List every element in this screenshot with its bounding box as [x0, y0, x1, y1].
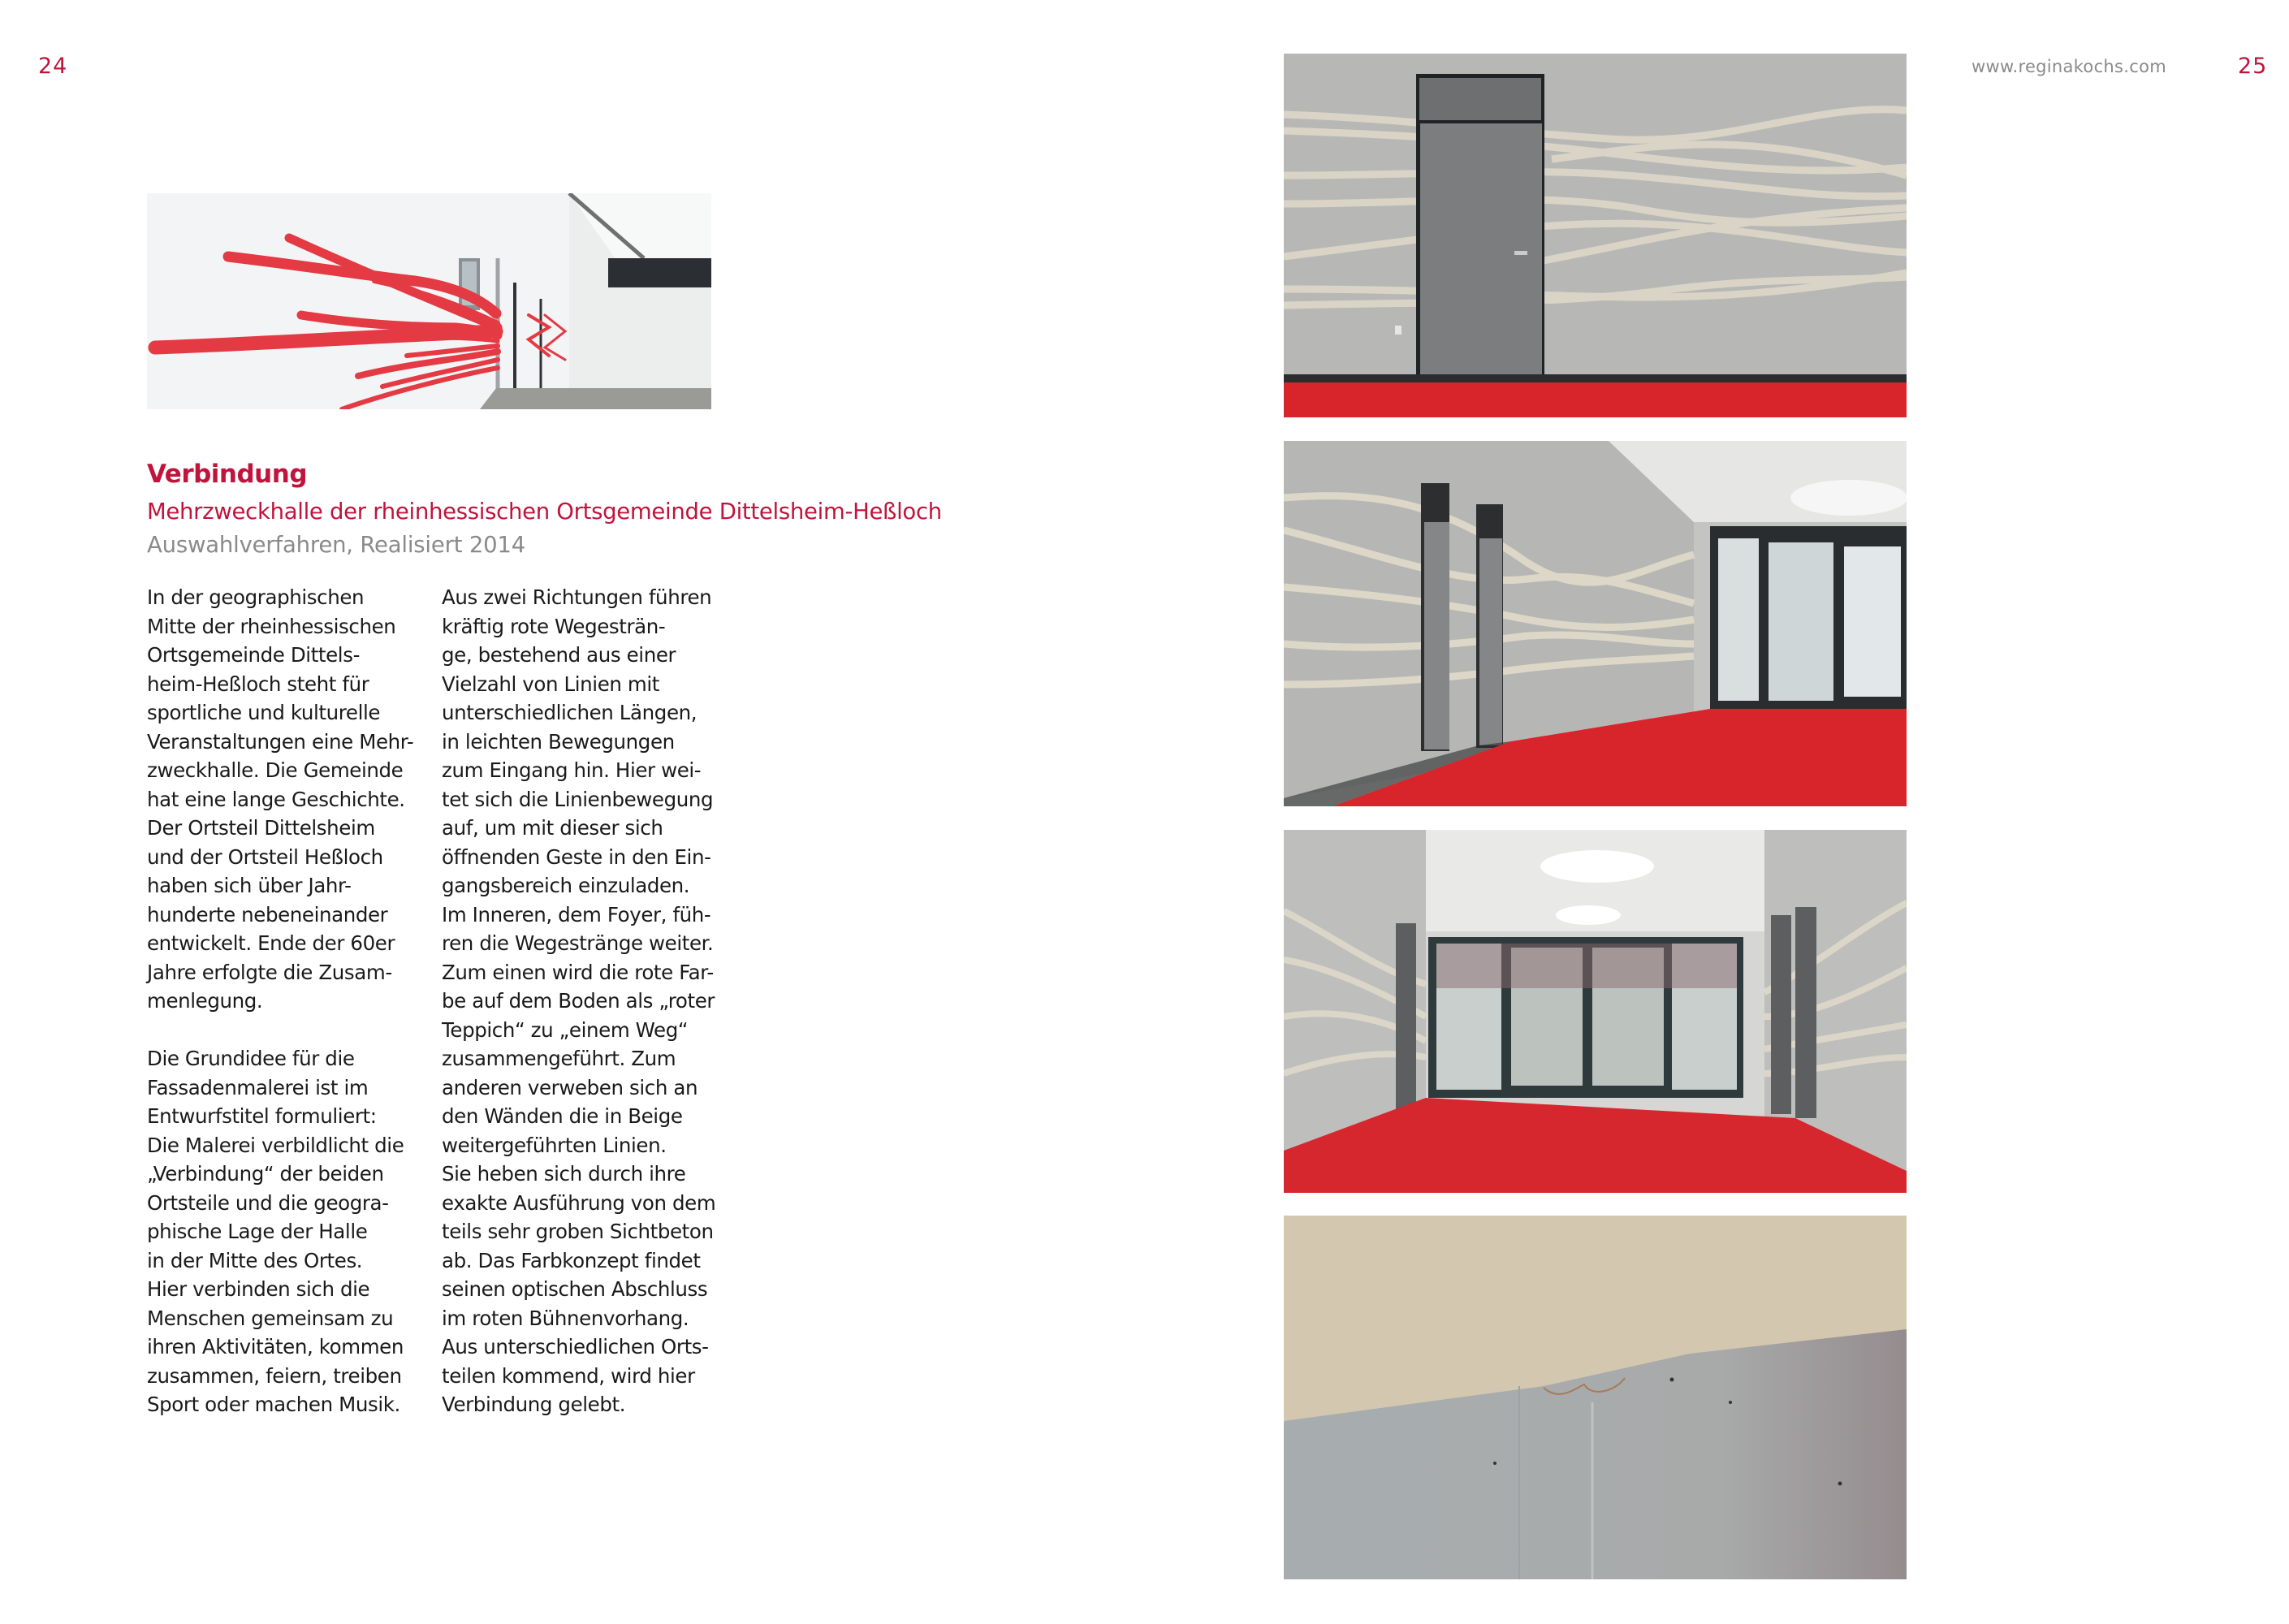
- photo-corridor-door: [1284, 54, 1907, 417]
- text-line: in der Mitte des Ortes.: [147, 1248, 363, 1272]
- text-line: im roten Bühnenvorhang.: [442, 1306, 689, 1330]
- text-line: Sie heben sich durch ihre: [442, 1162, 686, 1186]
- website-url[interactable]: www.reginakochs.com: [1972, 57, 2166, 76]
- text-line: entwickelt. Ende der 60er: [147, 931, 395, 955]
- text-line: zweckhalle. Die Gemeinde: [147, 758, 404, 782]
- foyer-entrance-image: [1284, 441, 1907, 806]
- text-line: kräftig rote Wegesträn-: [442, 614, 666, 638]
- corridor-door-image: [1284, 54, 1907, 417]
- text-line: den Wänden die in Beige: [442, 1104, 683, 1128]
- wall-detail-image: [1284, 1216, 1907, 1579]
- text-line: „Verbindung“ der beiden: [147, 1162, 384, 1186]
- paragraph-2: [147, 1044, 413, 1419]
- text-line: teils sehr groben Sichtbeton: [442, 1220, 714, 1243]
- text-line: menlegung.: [147, 989, 263, 1013]
- text-line: exakte Ausführung von dem: [442, 1190, 716, 1215]
- page-number-right: 25: [2238, 54, 2268, 79]
- text-line: Aus unterschiedlichen Orts-: [442, 1335, 709, 1358]
- text-line: Teppich“ zu „einem Weg“: [442, 1017, 689, 1042]
- body-column-left: [147, 583, 413, 1419]
- text-line: auf, um mit dieser sich: [442, 816, 663, 840]
- text-line: In der geographischen: [147, 585, 365, 609]
- text-line: Verbindung gelebt.: [442, 1393, 626, 1416]
- text-line: und der Ortsteil Heßloch: [147, 844, 383, 869]
- text-line: be auf dem Boden als „roter: [442, 989, 715, 1013]
- text-line: Sport oder machen Musik.: [147, 1393, 400, 1416]
- text-line: Die Grundidee für die: [147, 1047, 355, 1070]
- text-line: Fassadenmalerei ist im: [147, 1075, 369, 1099]
- body-column-right: [442, 583, 715, 1419]
- text-line: anderen verweben sich an: [442, 1075, 698, 1099]
- text-line: hunderte nebeneinander: [147, 902, 388, 926]
- text-line: zusammen, feiern, treiben: [147, 1363, 402, 1388]
- text-line: teilen kommend, wird hier: [442, 1363, 695, 1388]
- paragraph-3: [442, 583, 715, 1419]
- text-line: unterschiedlichen Längen,: [442, 701, 697, 724]
- text-line: in leichten Bewegungen: [442, 729, 675, 754]
- text-line: Zum einen wird die rote Far-: [442, 960, 714, 984]
- text-line: ren die Wegestränge weiter.: [442, 931, 714, 955]
- text-line: heim-Heßloch steht für: [147, 672, 369, 696]
- article-title: Verbindung: [147, 460, 308, 489]
- text-line: Entwurfstitel formuliert:: [147, 1104, 377, 1128]
- article-subtitle: Mehrzweckhalle der rheinhessischen Ortsgemeinde Dittelsheim-Heßloch: [147, 499, 942, 525]
- text-line: seinen optischen Abschluss: [442, 1277, 708, 1301]
- text-line: haben sich über Jahr-: [147, 874, 352, 897]
- text-line: zusammengeführt. Zum: [442, 1047, 676, 1070]
- text-line: Im Inneren, dem Foyer, füh-: [442, 902, 711, 926]
- text-line: ab. Das Farbkonzept findet: [442, 1248, 701, 1272]
- photo-wall-detail: [1284, 1216, 1907, 1579]
- text-line: Veranstaltungen eine Mehr-: [147, 729, 414, 754]
- text-line: öffnenden Geste in den Ein-: [442, 844, 711, 869]
- text-line: Jahre erfolgte die Zusam-: [147, 960, 392, 984]
- text-line: ihren Aktivitäten, kommen: [147, 1335, 404, 1358]
- text-line: phische Lage der Halle: [147, 1220, 368, 1243]
- article-meta: Auswahlverfahren, Realisiert 2014: [147, 532, 526, 558]
- paragraph-gap: [147, 1016, 413, 1045]
- text-line: weitergeführten Linien.: [442, 1133, 667, 1157]
- text-line: gangsbereich einzuladen.: [442, 874, 690, 897]
- page-number-left: 24: [38, 54, 68, 79]
- text-line: Vielzahl von Linien mit: [442, 672, 659, 696]
- photo-hallway-sports-hall: [1284, 830, 1907, 1193]
- text-line: Mitte der rheinhessischen: [147, 614, 396, 638]
- text-line: Hier verbinden sich die: [147, 1277, 370, 1301]
- text-line: Ortsteile und die geogra-: [147, 1190, 389, 1215]
- hallway-sports-hall-image: [1284, 830, 1907, 1193]
- text-line: sportliche und kulturelle: [147, 701, 381, 724]
- text-line: Aus zwei Richtungen führen: [442, 585, 712, 609]
- text-line: Die Malerei verbildlicht die: [147, 1133, 404, 1157]
- text-line: Menschen gemeinsam zu: [147, 1306, 394, 1330]
- text-line: Ortsgemeinde Dittels-: [147, 643, 361, 667]
- text-line: hat eine lange Geschichte.: [147, 787, 405, 811]
- paragraph-1: [147, 583, 413, 1016]
- photo-facade-mural: [147, 193, 711, 409]
- photo-foyer-entrance: [1284, 441, 1907, 806]
- text-line: ge, bestehend aus einer: [442, 643, 676, 667]
- text-line: tet sich die Linienbewegung: [442, 787, 714, 811]
- text-line: Der Ortsteil Dittelsheim: [147, 816, 375, 840]
- facade-mural-image: [147, 193, 711, 409]
- text-line: zum Eingang hin. Hier wei-: [442, 758, 702, 782]
